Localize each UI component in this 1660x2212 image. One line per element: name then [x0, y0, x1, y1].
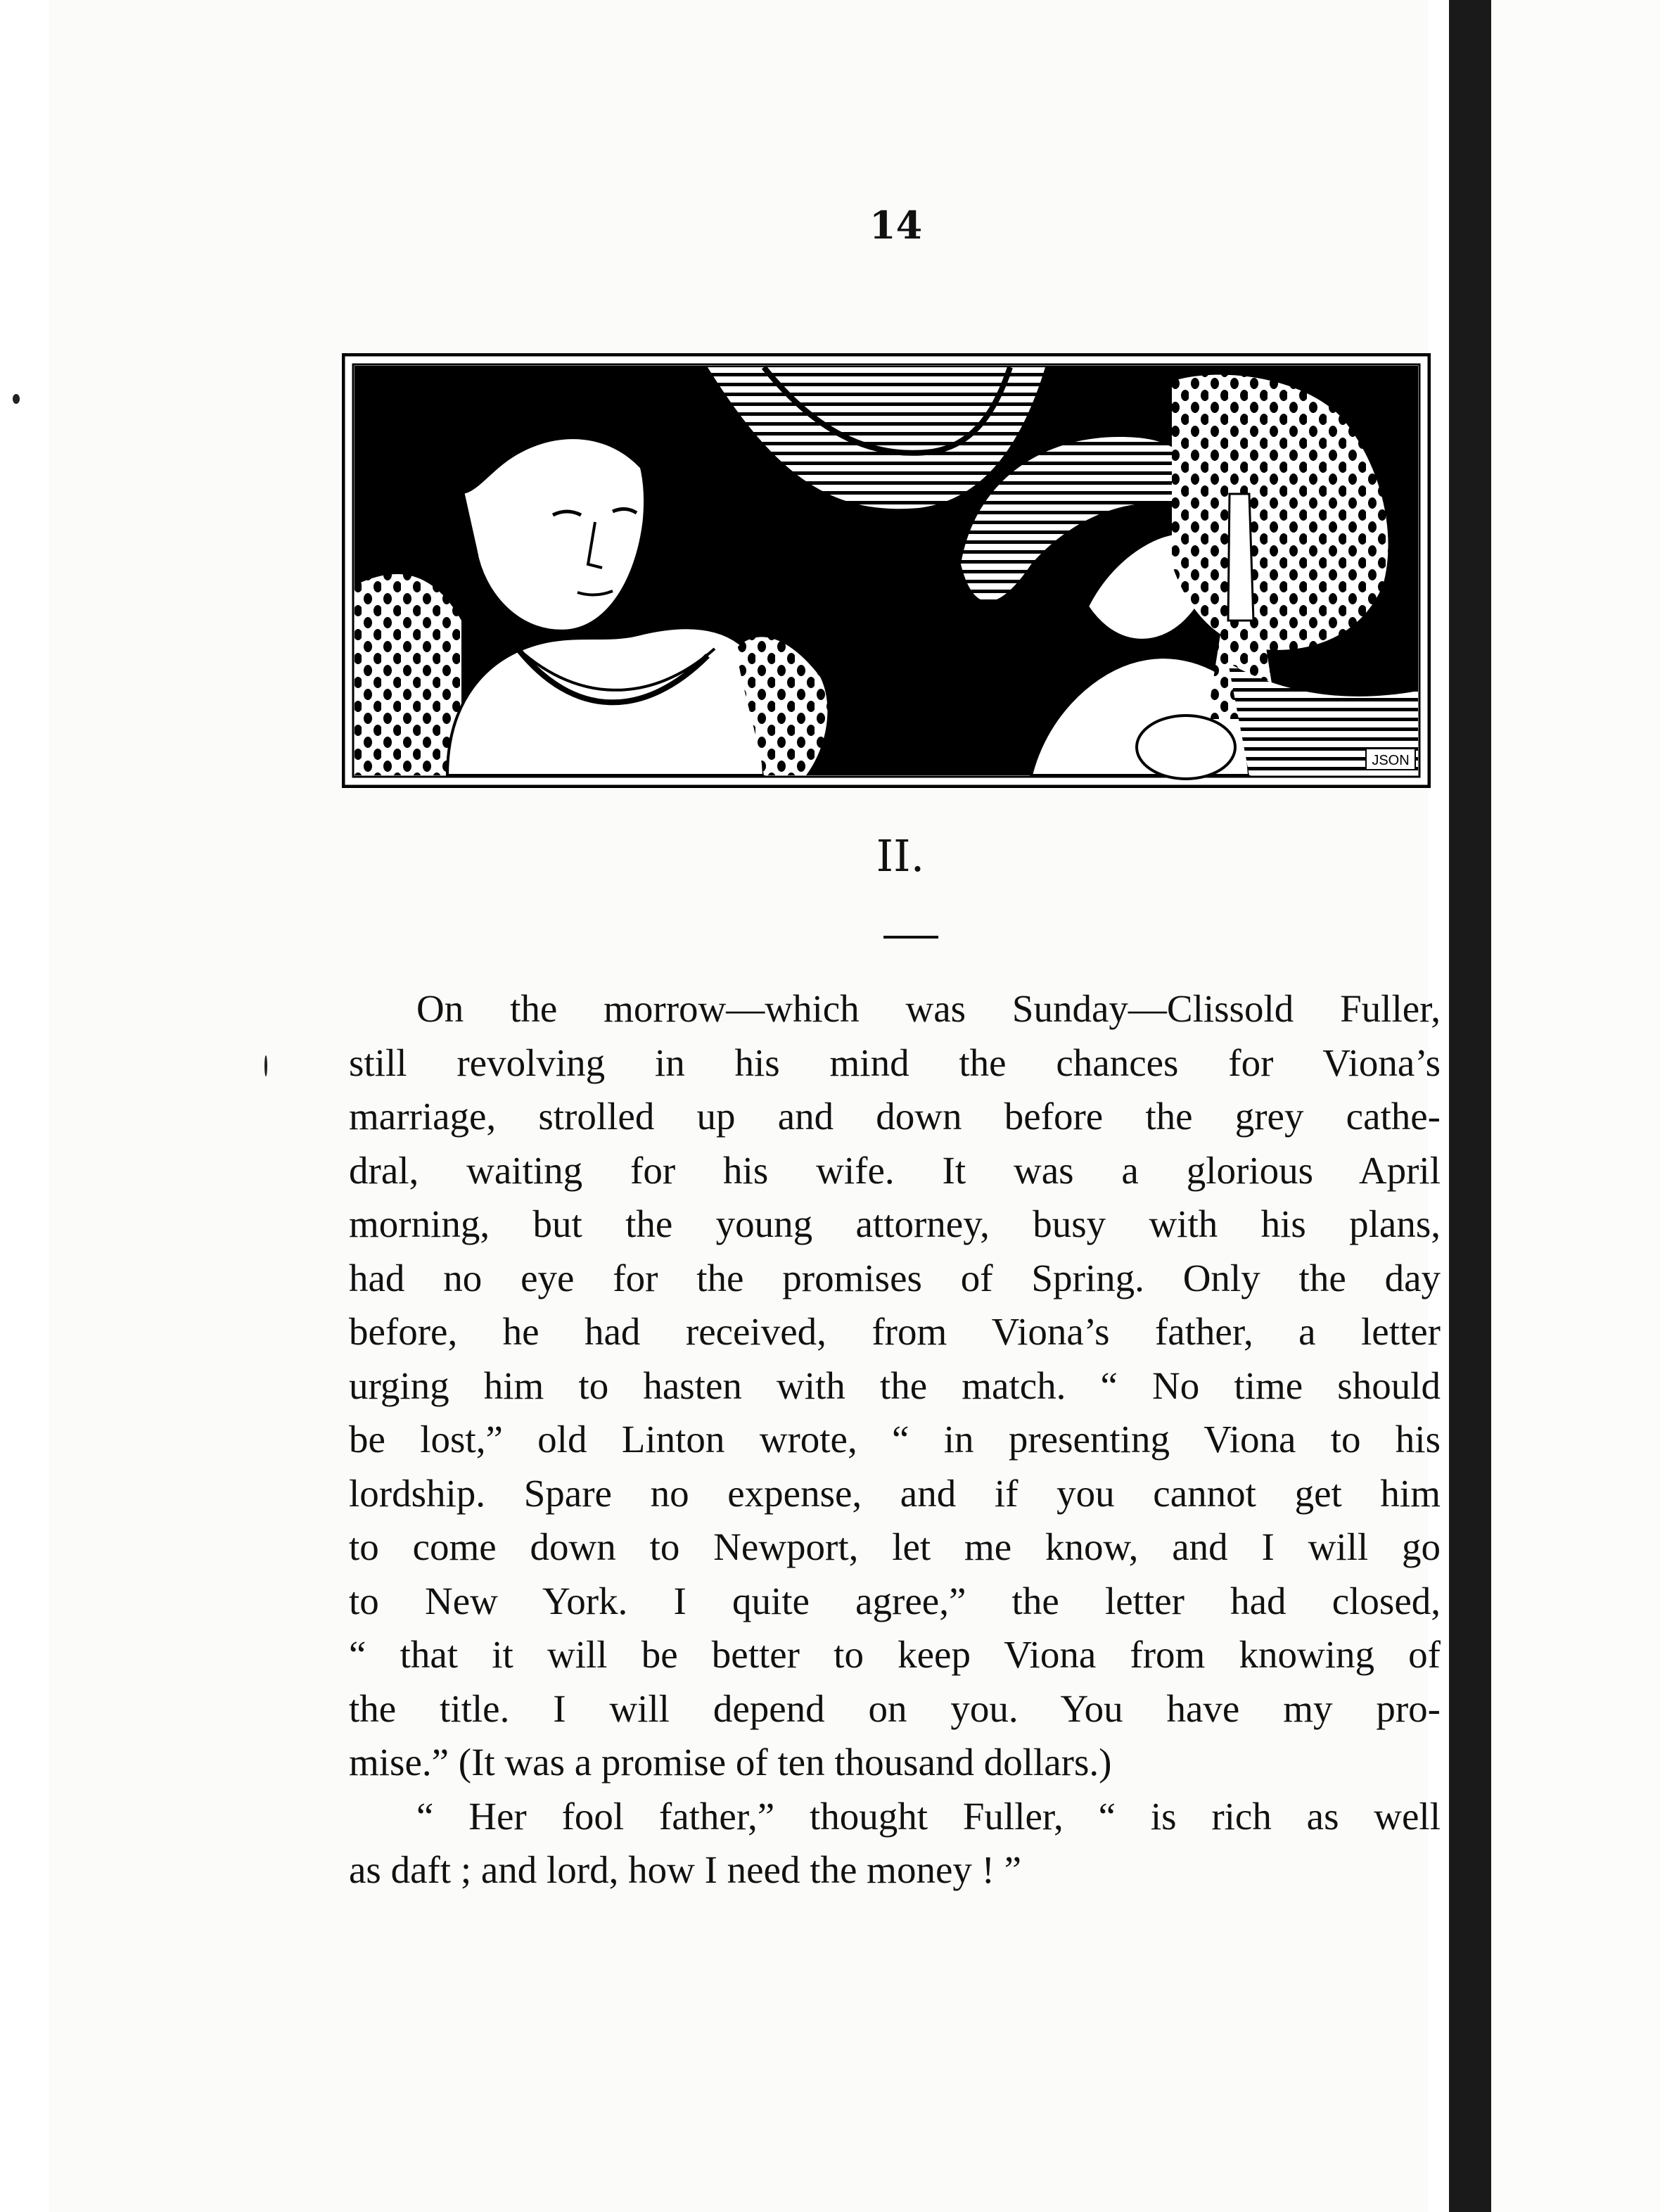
text-line: as daft ; and lord, how I need the money ! ” — [349, 1848, 1022, 1891]
body-text — [349, 982, 1441, 1898]
book-gutter — [1449, 0, 1491, 2212]
right-page — [1491, 0, 1660, 2212]
text-line: “ Her fool father,” thought Fuller, “ is rich as well — [416, 1794, 1441, 1838]
text-line: urging him to hasten with the match. “ No time should — [349, 1364, 1441, 1407]
page-number: 14 — [869, 203, 923, 248]
illustration-signature: JSON — [1372, 753, 1410, 768]
woodcut-illustration — [342, 353, 1431, 788]
text-line: still revolving in his mind the chances for Viona’s — [349, 1041, 1441, 1084]
text-line: to come down to Newport, let me know, and I will go — [349, 1525, 1441, 1568]
text-line: the title. I will depend on you. You have my pro- — [349, 1686, 1441, 1730]
text-line: to New York. I quite agree,” the letter had closed, — [349, 1579, 1441, 1622]
text-line: lordship. Spare no expense, and if you cannot get him — [349, 1471, 1441, 1515]
text-line: On the morrow—which was Sunday—Clissold Fuller, — [416, 987, 1441, 1030]
chapter-rule — [883, 936, 938, 939]
text-line: before, he had received, from Viona’s father, a letter — [349, 1310, 1441, 1353]
text-line: dral, waiting for his wife. It was a glorious April — [349, 1148, 1441, 1192]
ink-speck — [13, 394, 20, 404]
text-line: had no eye for the promises of Spring. Only the day — [349, 1256, 1441, 1299]
text-line: marriage, strolled up and down before the grey cathe- — [349, 1095, 1441, 1138]
text-line: “ that it will be better to keep Viona from knowing of — [349, 1633, 1441, 1676]
page-edge — [0, 0, 49, 2212]
text-line: mise.” (It was a promise of ten thousand dollars.) — [349, 1741, 1112, 1784]
text-line: be lost,” old Linton wrote, “ in presenting Viona to his — [349, 1418, 1441, 1461]
ink-speck — [264, 1055, 267, 1076]
text-line: morning, but the young attorney, busy with his plans, — [349, 1202, 1441, 1245]
chapter-numeral: II. — [876, 830, 925, 882]
